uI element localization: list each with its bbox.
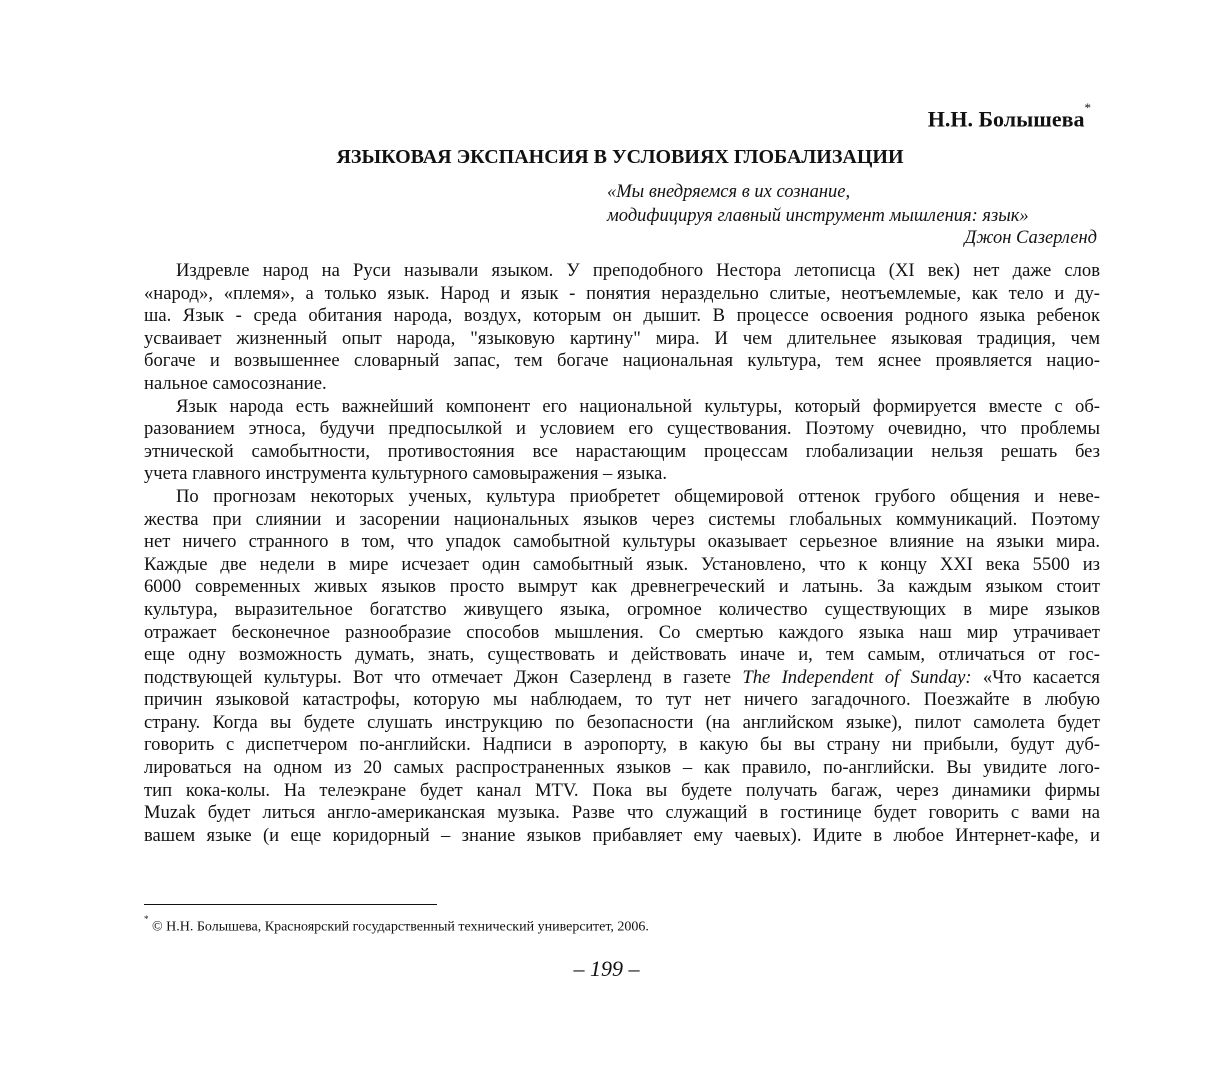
text-line: отражает бесконечное разнообразие способов мышления. Со смертью каждого языка наш мир утрачивает [144, 621, 1100, 643]
text-line: учета главного инструмента культурного самовыражения – языка. [144, 463, 668, 485]
footnote-mark: * [144, 914, 149, 924]
text-line: этнической самобытности, противостояния все нарастающим процессам глобализации нельзя решать без [144, 440, 1100, 462]
text-line: усваивает жизненный опыт народа, "языковую картину" мира. И чем длительнее языковая традиция, чем [144, 327, 1100, 349]
text-line: лироваться на одном из 20 самых распространенных языков – как правило, по-английски. Вы увидите лого- [144, 757, 1100, 779]
text-line: ша. Язык - среда обитания народа, воздух, которым он дышит. В процессе освоения родного языка ребенок [144, 305, 1100, 327]
footnote-text: © Н.Н. Болышева, Красноярский государственный технический университет, 2006. [152, 919, 649, 935]
epigraph-line: модифицируя главный инструмент мышления: язык» [607, 206, 1029, 226]
text-line: Каждые две недели в мире исчезает один самобытный язык. Установлено, что к концу XXI века 5500 из [144, 553, 1100, 575]
text-line [144, 667, 1100, 690]
text-line: разованием этноса, будучи предпосылкой и условием его существования. Поэтому очевидно, что проблемы [144, 418, 1100, 440]
epigraph-author: Джон Сазерленд [964, 228, 1097, 248]
footnote-divider [144, 904, 437, 905]
footnote [144, 914, 649, 936]
text-line: «народ», «племя», а только язык. Народ и язык - понятия нераздельно слитые, неотъемлемые, как тело и ду- [144, 282, 1100, 304]
text-line: культура, выразительное богатство живущего языка, огромное количество существующих в мире языков [144, 598, 1100, 620]
footnote-mark: * [1084, 100, 1091, 115]
epigraph-line: «Мы внедряемся в их сознание, [607, 182, 851, 202]
epigraph [607, 180, 1029, 228]
author-name [927, 100, 1091, 132]
text-line: Язык народа есть важнейший компонент его национальной культуры, который формируется вместе с об- [176, 395, 1100, 417]
text-segment: подствующей культуры. Вот что отмечает Джон Сазерленд в газете [144, 666, 743, 688]
article-body [144, 260, 1100, 847]
text-line: Muzak будет литься англо-американская музыка. Разве что служащий в гостинице будет говорить с вами на [144, 802, 1100, 824]
text-line: нальное самосознание. [144, 372, 327, 394]
article-title: ЯЗЫКОВАЯ ЭКСПАНСИЯ В УСЛОВИЯХ ГЛОБАЛИЗАЦИИ [336, 146, 904, 168]
text-line: нет ничего странного в том, что упадок самобытной культуры оказывает серьезное влияние на языки мира. [144, 531, 1100, 553]
text-line: Издревле народ на Руси называли языком. У преподобного Нестора летописца (XI век) нет даже слов [176, 260, 1100, 281]
text-line: говорить с диспетчером по-английски. Надписи в аэропорту, в какую бы вы страну ни прибыли, будут дуб- [144, 734, 1100, 756]
newspaper-title: The Independent of Sunday: [742, 666, 972, 688]
text-line: богаче и возвышеннее словарный запас, тем богаче национальная культура, тем яснее проявляется нацио- [144, 350, 1100, 372]
text-segment: «Что касается [971, 666, 1100, 688]
text-line: еще одну возможность думать, знать, существовать и действовать иначе и, тем самым, отличаться от гос- [144, 644, 1100, 666]
text-line: страну. Когда вы будете слушать инструкцию по безопасности (на английском языке), пилот самолета будет [144, 711, 1100, 733]
text-line: вашем языке (и еще коридорный – знание языков прибавляет ему чаевых). Идите в любое Интернет-кафе, и [144, 824, 1100, 846]
text-line: 6000 современных живых языков просто вымрут как древнегреческий и латынь. За каждым языком стоит [144, 576, 1100, 598]
text-line: тип кока-колы. На телеэкране будет канал MTV. Пока вы будете получать багаж, через динамики фирмы [144, 779, 1100, 801]
text-line: По прогнозам некоторых ученых, культура приобретет общемировой оттенок грубого общения и неве- [176, 485, 1100, 507]
page-number: – 199 – [573, 956, 640, 981]
author-text: Н.Н. Болышева [927, 106, 1085, 132]
text-line: жества при слиянии и засорении национальных языков через системы глобальных коммуникаций. Поэтому [144, 508, 1100, 530]
text-line: причин языковой катастрофы, которую мы наблюдаем, то тут нет ничего загадочного. Поезжайте в любую [144, 689, 1100, 711]
